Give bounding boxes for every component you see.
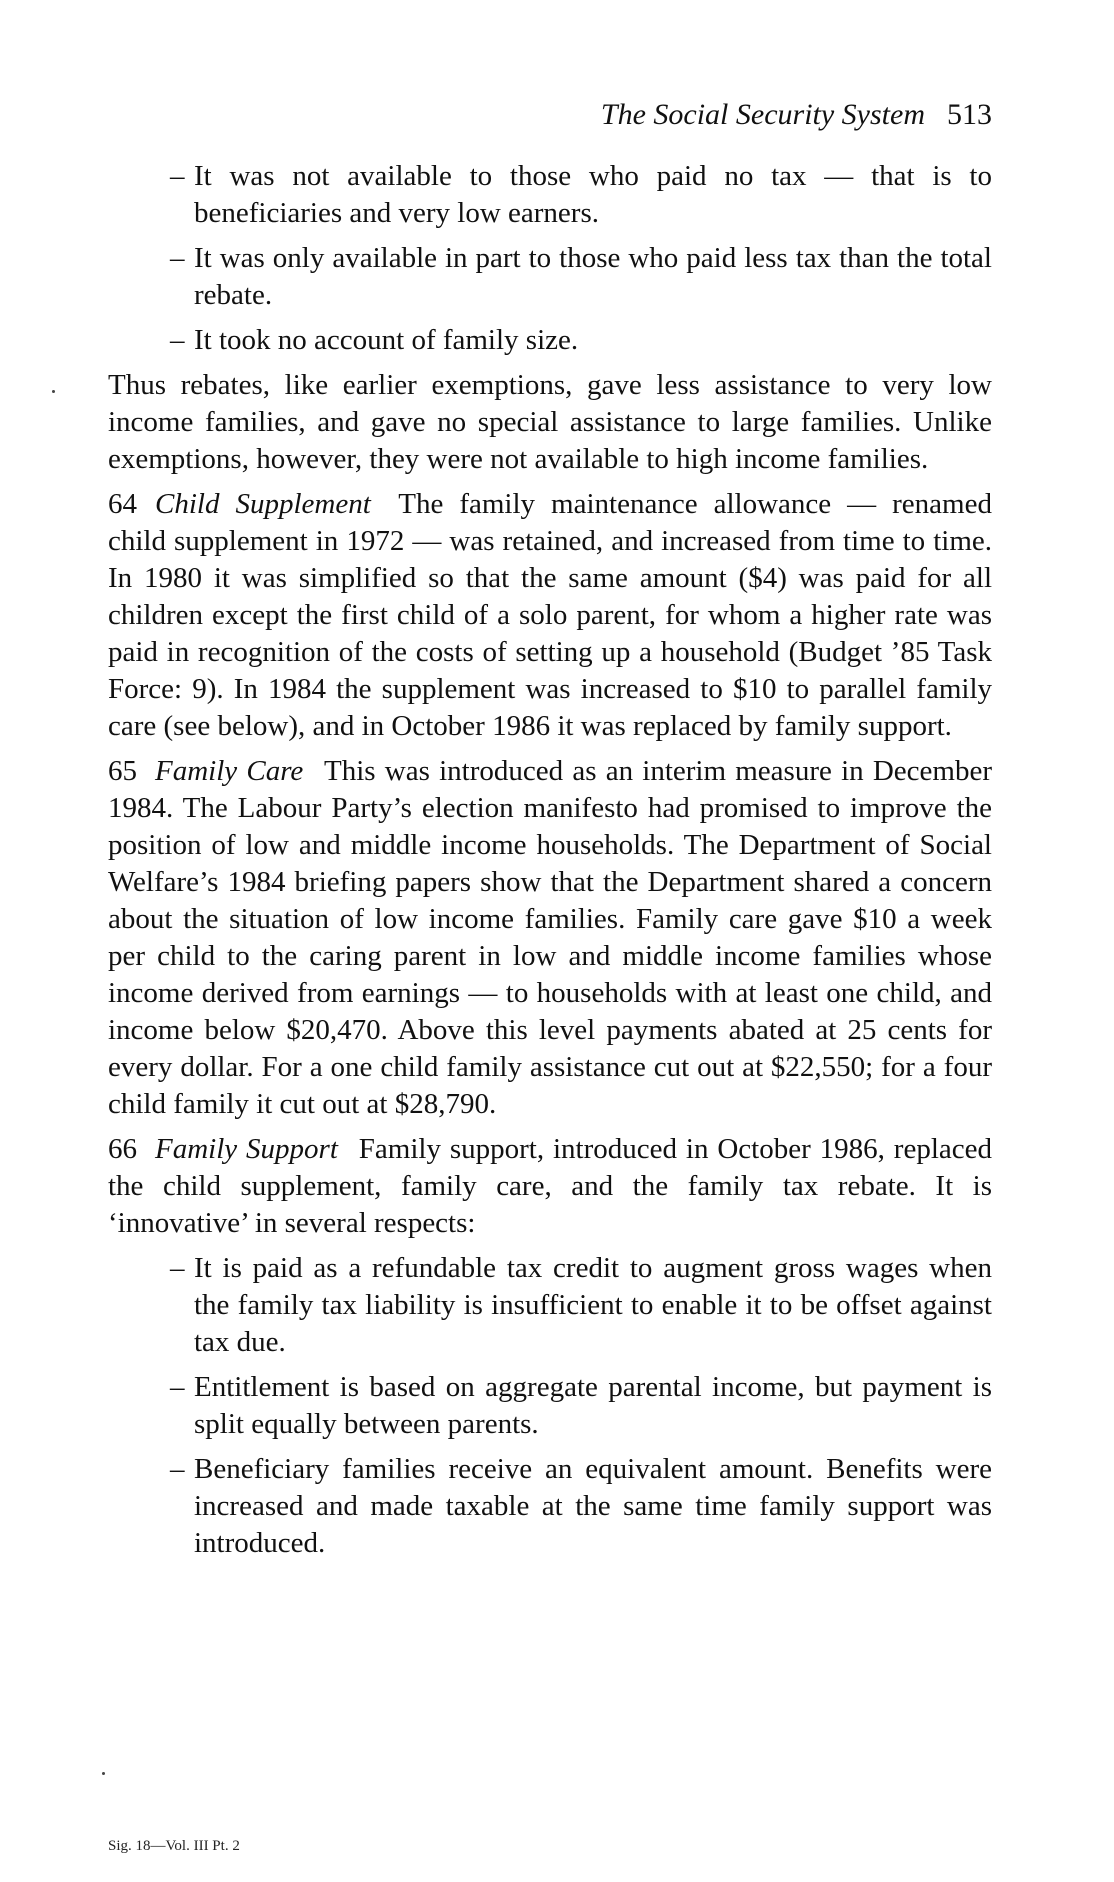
section-number: 64 xyxy=(108,488,137,520)
section-number: 66 xyxy=(108,1133,137,1165)
section-title: Family Support xyxy=(155,1133,338,1165)
bullet-text: Entitlement is based on aggregate parental income, but payment is split equally between parents. xyxy=(194,1371,992,1440)
section-text: Family support, introduced in October 1986, replaced the child supplement, family care, and the family tax rebate. It is ‘innovative’ in several respects: xyxy=(108,1133,992,1239)
bullet-text: It was only available in part to those who paid less tax than the total rebate. xyxy=(194,242,992,311)
section-title: Child Supplement xyxy=(155,488,371,520)
bullet-dash: – xyxy=(170,1252,185,1284)
bullet-text: It was not available to those who paid no tax — that is to beneficiaries and very low earners. xyxy=(194,160,992,229)
list-item xyxy=(108,1369,992,1443)
list-item xyxy=(108,1451,992,1562)
bullet-list-bottom xyxy=(108,1250,992,1562)
bullet-text: It is paid as a refundable tax credit to augment gross wages when the family tax liability is insufficient to enable it to be offset against tax due. xyxy=(194,1252,992,1358)
running-header xyxy=(108,98,992,142)
bullet-list-top xyxy=(108,158,992,359)
bullet-dash: – xyxy=(170,160,185,192)
bullet-text: It took no account of family size. xyxy=(194,324,579,356)
bullet-dash: – xyxy=(170,324,185,356)
paragraph-rebates: Thus rebates, like earlier exemptions, gave less assistance to very low income families, and gave no special assistance to large families. Unlike exemptions, however, they were not available to high income families. xyxy=(108,369,992,475)
section-text: The family maintenance allowance — renamed child supplement in 1972 — was retained, and increased from time to time. In 1980 it was simplified so that the same amount ($4) was paid for all children except the first child of a solo parent, for whom a higher rate was paid in recognition of the costs of setting up a household (Budget ’85 Task Force: 9). In 1984 the supplement was increased to $10 to parallel family care (see below), and in October 1986 it was replaced by family support. xyxy=(108,488,992,742)
bullet-dash: – xyxy=(170,1371,185,1403)
scan-speck xyxy=(102,1772,105,1775)
bullet-text: Beneficiary families receive an equivalent amount. Benefits were increased and made taxable at the same time family support was introduced. xyxy=(194,1453,992,1559)
section-65 xyxy=(108,753,992,1123)
section-title: Family Care xyxy=(155,755,304,787)
list-item xyxy=(108,322,992,359)
section-number: 65 xyxy=(108,755,137,787)
list-item xyxy=(108,158,992,232)
bullet-dash: – xyxy=(170,1453,185,1485)
scan-speck xyxy=(52,390,55,393)
page-number: 513 xyxy=(947,98,992,131)
section-66 xyxy=(108,1131,992,1242)
list-item xyxy=(108,1250,992,1361)
document-page xyxy=(108,98,992,1570)
running-title: The Social Security System xyxy=(600,98,925,131)
list-item xyxy=(108,240,992,314)
section-text: This was introduced as an interim measure in December 1984. The Labour Party’s election manifesto had promised to improve the position of low and middle income households. The Department of Social Welfare’s 1984 briefing papers show that the Department shared a concern about the situation of low income families. Family care gave $10 a week per child to the caring parent in low and middle income families whose income derived from earnings — to households with at least one child, and income below $20,470. Above this level payments abated at 25 cents for every dollar. For a one child family assistance cut out at $22,550; for a four child family it cut out at $28,790. xyxy=(108,755,992,1120)
signature-footer: Sig. 18—Vol. III Pt. 2 xyxy=(108,1838,240,1854)
bullet-dash: – xyxy=(170,242,185,274)
section-64 xyxy=(108,486,992,745)
